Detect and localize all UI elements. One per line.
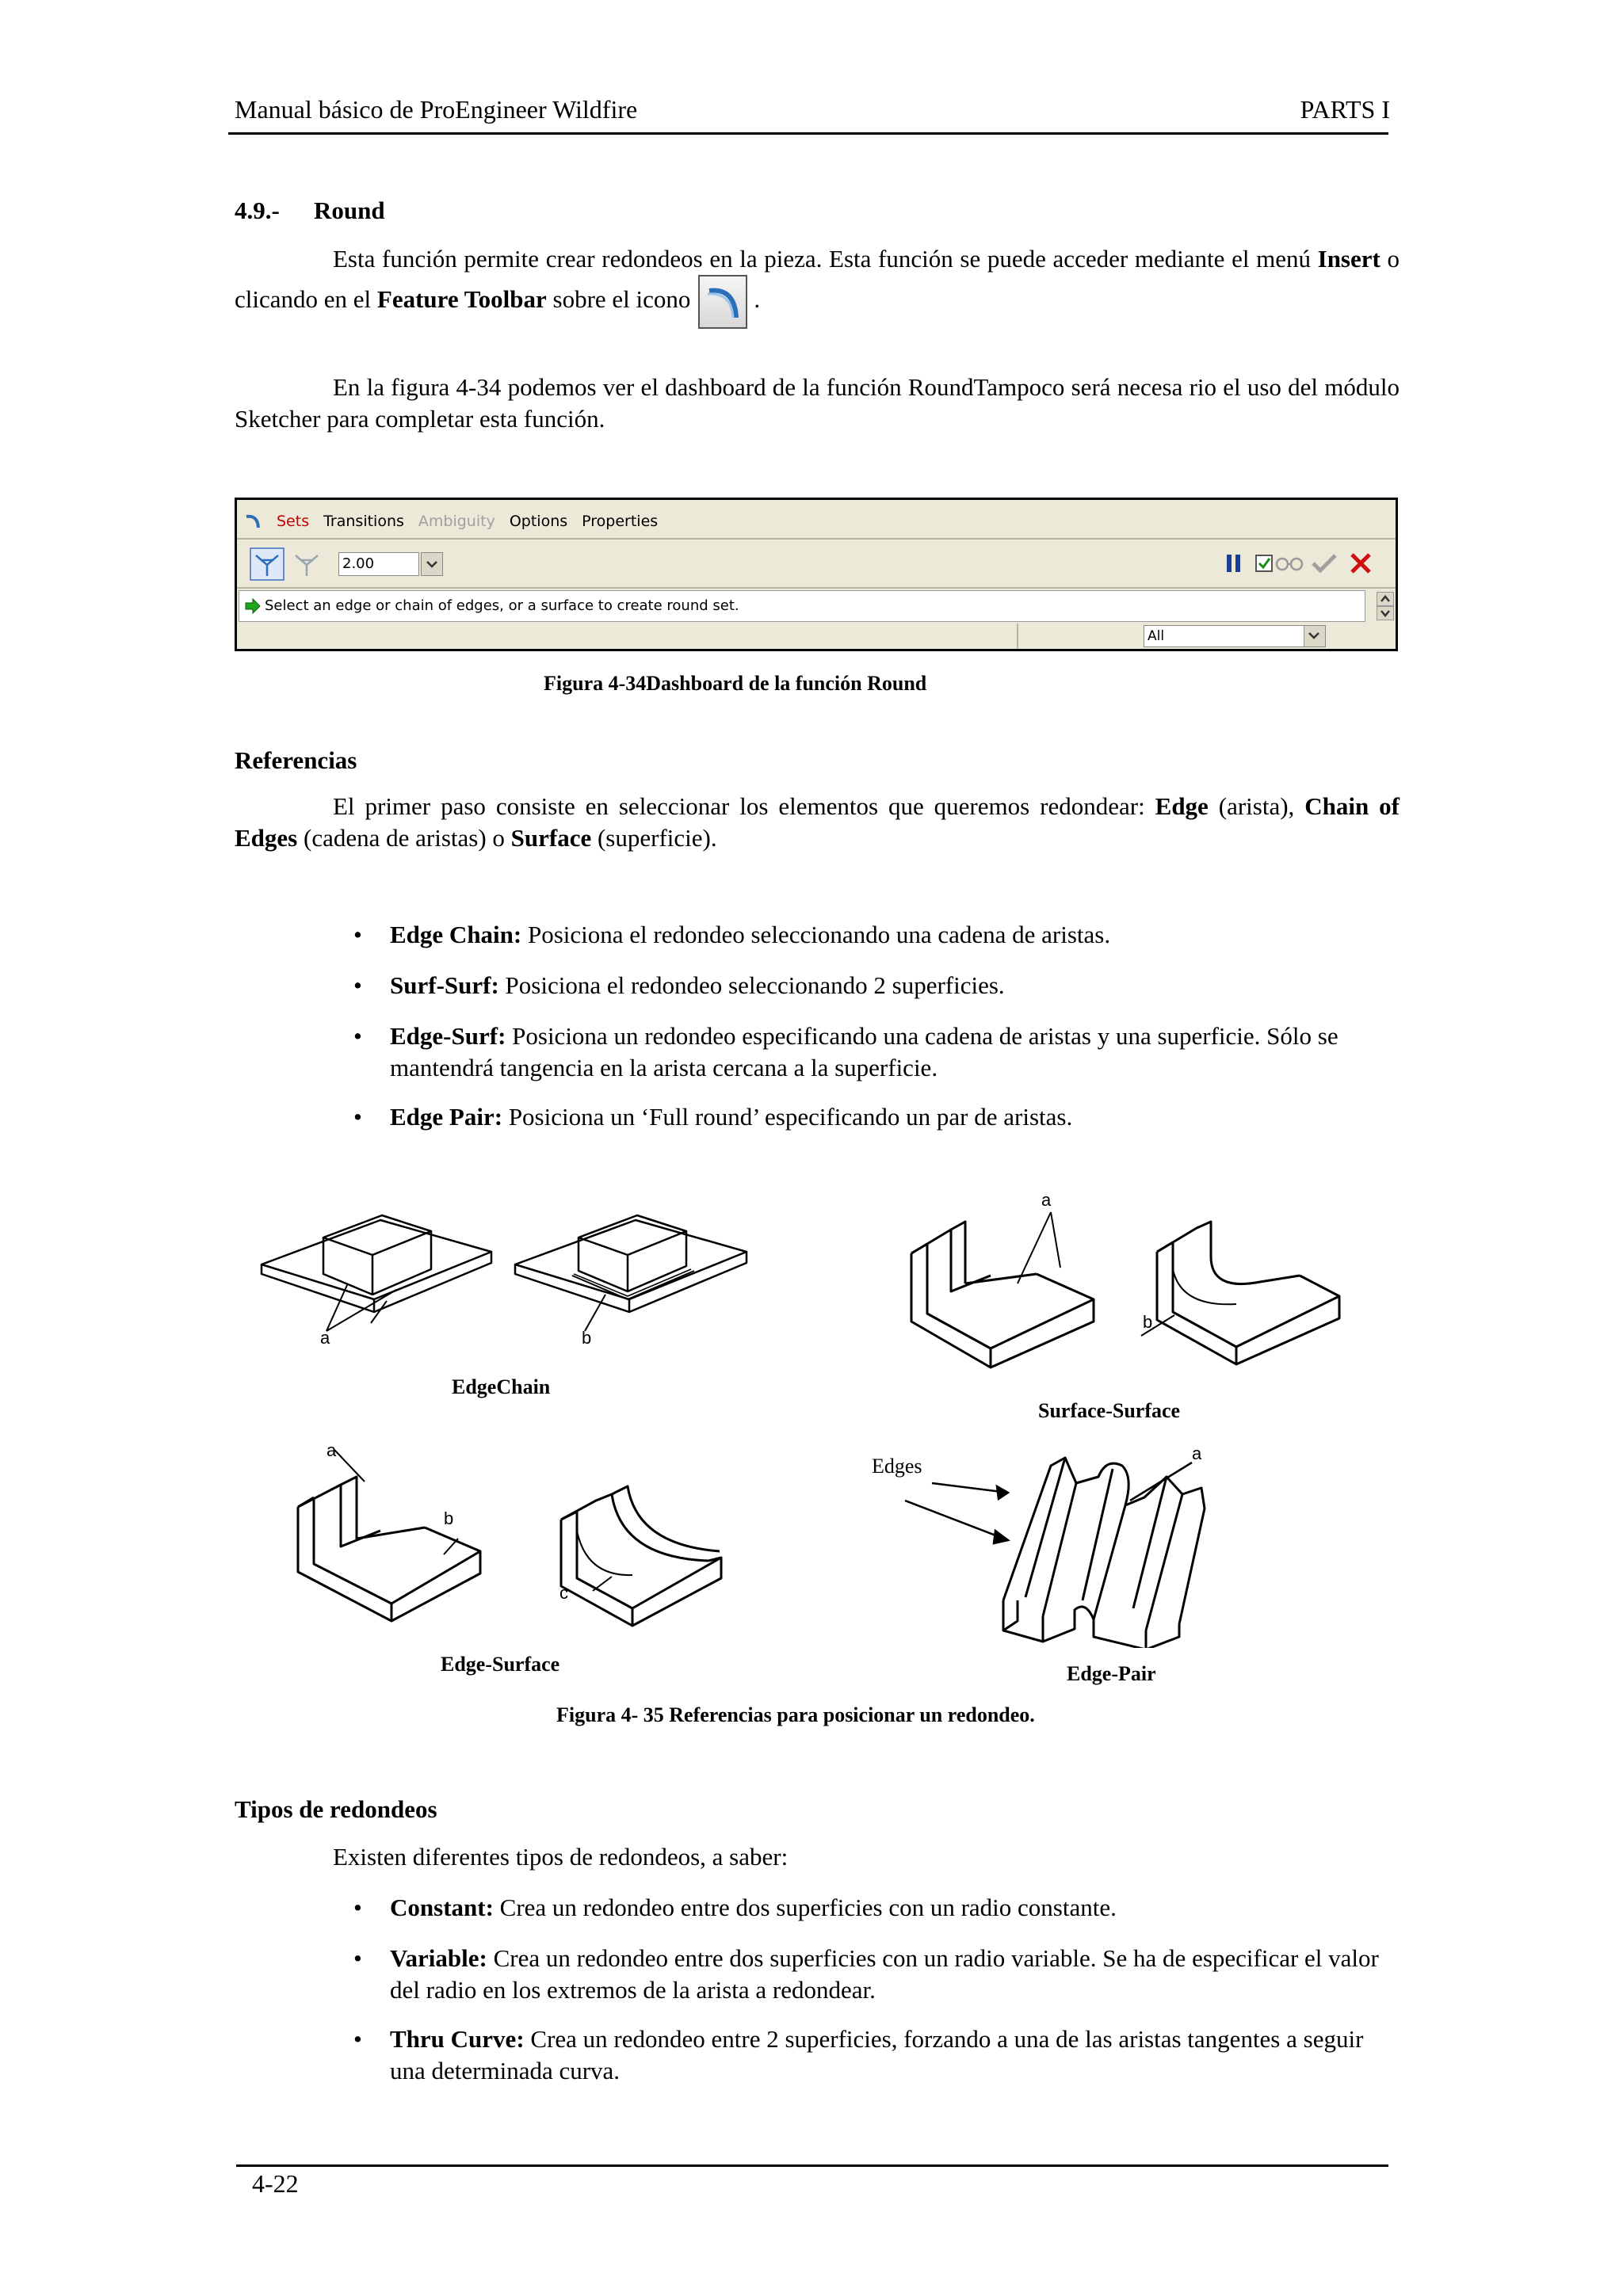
set-mode-button[interactable] [250, 547, 285, 581]
bullet-text: Posiciona el redondeo seleccionando 2 superficies. [498, 971, 1005, 999]
dashboard-tabs [243, 508, 658, 535]
status-divider [1017, 624, 1018, 649]
bullet-term: Edge Pair: [390, 1103, 503, 1131]
filter-dropdown[interactable] [1304, 626, 1325, 646]
letter-b-ss: b [1143, 1312, 1153, 1332]
message-area [239, 590, 1365, 622]
letter-b: b [582, 1328, 592, 1348]
radius-input[interactable]: 2.00 [338, 552, 419, 576]
letter-a-ep: a [1192, 1444, 1202, 1463]
cancel-x-icon[interactable] [1348, 551, 1373, 576]
round-tool-icon[interactable] [698, 275, 747, 329]
figure-35-caption: Figura 4- 35 Referencias para posicionar un redondeo. [556, 1703, 1035, 1726]
bullet-text: Crea un redondeo entre 2 superficies, forzando a una de las aristas tangentes a seguir una determinada curva. [390, 2025, 1364, 2084]
ref-text-a: El primer paso consiste en seleccionar los elementos que queremos redondear: [333, 792, 1155, 820]
bullet-text: Crea un redondeo entre dos superficies con un radio variable. Se ha de especificar el valor del radio en los extremos de la arista a redondear. [390, 1944, 1379, 2004]
bullet: • [353, 2025, 362, 2053]
label-edgechain: EdgeChain [452, 1375, 551, 1398]
reference-list [353, 919, 1404, 1152]
list-item [353, 1101, 1404, 1152]
list-item [353, 1892, 1404, 1943]
arrow-right-icon [244, 597, 262, 615]
tab-properties[interactable]: Properties [582, 513, 659, 530]
figure-34-caption: Figura 4-34Dashboard de la función Round [544, 672, 927, 695]
ok-check-icon[interactable] [1310, 551, 1338, 576]
letter-a-es: a [327, 1440, 337, 1460]
intro-text-end: . [754, 285, 761, 314]
tab-transitions[interactable]: Transitions [323, 513, 404, 530]
edge-surface-drawings [285, 1442, 761, 1640]
bullet-term: Edge-Surf: [390, 1022, 506, 1050]
dashboard-separator [237, 538, 1396, 540]
list-item [353, 919, 1404, 970]
bullet-term: Variable: [390, 1944, 487, 1972]
bullet-text: Posiciona un redondeo especificando una cadena de aristas y una superficie. Sólo se mantendrá tangencia en la arista cercana a la superficie. [390, 1022, 1338, 1081]
letter-a: a [320, 1328, 330, 1348]
section-number: 4.9.- [235, 196, 280, 224]
list-item [353, 1020, 1404, 1101]
dashboard-separator-2 [237, 587, 1396, 589]
dashboard-controls [243, 543, 1392, 584]
dashboard-status-bar [237, 624, 1396, 649]
letter-a-ss: a [1041, 1190, 1052, 1210]
radius-dropdown[interactable] [421, 552, 443, 576]
surface-surface-drawings [896, 1180, 1355, 1379]
bullet: • [353, 921, 362, 948]
bullet: • [353, 1894, 362, 1921]
insert-term: Insert [1317, 245, 1381, 273]
scroll-up-button[interactable] [1377, 592, 1394, 606]
bullet-text: Posiciona un ‘Full round’ especificando un par de aristas. [502, 1103, 1073, 1131]
intro-text-c: sobre el icono [546, 285, 691, 314]
letter-b-es: b [444, 1508, 454, 1528]
tab-sets[interactable]: Sets [277, 513, 310, 530]
ref-text-d: (superficie). [591, 824, 717, 852]
header-title: Manual básico de ProEngineer Wildfire [235, 95, 638, 124]
header-section: PARTS I [1300, 95, 1390, 124]
selection-filter[interactable] [1144, 625, 1326, 647]
round-set-icon[interactable] [243, 512, 262, 531]
header-rule [228, 132, 1388, 135]
ref-text-c: (cadena de aristas) o [297, 824, 511, 852]
chain-term: Chain of Edges [235, 792, 1400, 852]
glasses-icon[interactable] [1275, 554, 1304, 573]
ref-text-b: (arista), [1208, 792, 1305, 820]
tab-ambiguity[interactable]: Ambiguity [418, 513, 495, 530]
letter-c-es: c [559, 1583, 568, 1603]
bullet-term: Constant: [390, 1894, 494, 1921]
filter-value: All [1148, 628, 1165, 644]
pause-icon[interactable] [1224, 552, 1243, 574]
intro-paragraph-1 [235, 243, 1400, 329]
intro-paragraph-2: En la figura 4-34 podemos ver el dashboard de la función RoundTampoco será necesa rio el uso del módulo Sketcher para completar esta función. [235, 373, 1400, 433]
list-item [353, 1943, 1404, 2023]
bullet-term: Edge Chain: [390, 921, 522, 948]
bullet: • [353, 971, 362, 999]
feature-toolbar-term: Feature Toolbar [376, 285, 547, 314]
bullet: • [353, 1944, 362, 1972]
scroll-down-button[interactable] [1377, 606, 1394, 620]
footer-rule [236, 2164, 1388, 2167]
label-edge-surface: Edge-Surface [441, 1653, 560, 1676]
intro-text-b: o clicando en el [235, 245, 1400, 314]
bullet-text: Posiciona el redondeo seleccionando una cadena de aristas. [521, 921, 1111, 948]
section-title: Round [314, 196, 385, 224]
bullet-text: Crea un redondeo entre dos superficies con un radio constante. [493, 1894, 1117, 1921]
referencias-heading: Referencias [235, 746, 357, 774]
edgechain-drawings [254, 1176, 777, 1366]
status-message: Select an edge or chain of edges, or a surface to create round set. [265, 597, 739, 614]
list-item [353, 970, 1404, 1020]
tipos-list [353, 1892, 1404, 2087]
edge-term: Edge [1155, 792, 1209, 820]
edges-label: Edges [872, 1455, 922, 1478]
bullet-term: Thru Curve: [390, 2025, 525, 2053]
intro-text-a: Esta función permite crear redondeos en la pieza. Esta función se puede acceder mediante el menú [333, 245, 1318, 273]
list-item [353, 2023, 1404, 2087]
page-number: 4-22 [252, 2169, 299, 2198]
round-dashboard [235, 498, 1398, 651]
bullet-term: Surf-Surf: [390, 971, 499, 999]
bullet: • [353, 1103, 362, 1131]
tipos-intro: Existen diferentes tipos de redondeos, a saber: [333, 1843, 789, 1871]
label-surface-surface: Surface-Surface [1038, 1399, 1181, 1422]
preview-check-icon[interactable] [1254, 552, 1275, 574]
tab-options[interactable]: Options [509, 513, 568, 530]
label-edge-pair: Edge-Pair [1067, 1662, 1156, 1685]
tipos-heading: Tipos de redondeos [235, 1795, 437, 1823]
surface-term: Surface [510, 824, 592, 852]
edge-pair-drawing [869, 1442, 1281, 1648]
bullet: • [353, 1022, 362, 1050]
transition-mode-button[interactable] [291, 549, 323, 579]
referencias-paragraph [235, 791, 1400, 854]
